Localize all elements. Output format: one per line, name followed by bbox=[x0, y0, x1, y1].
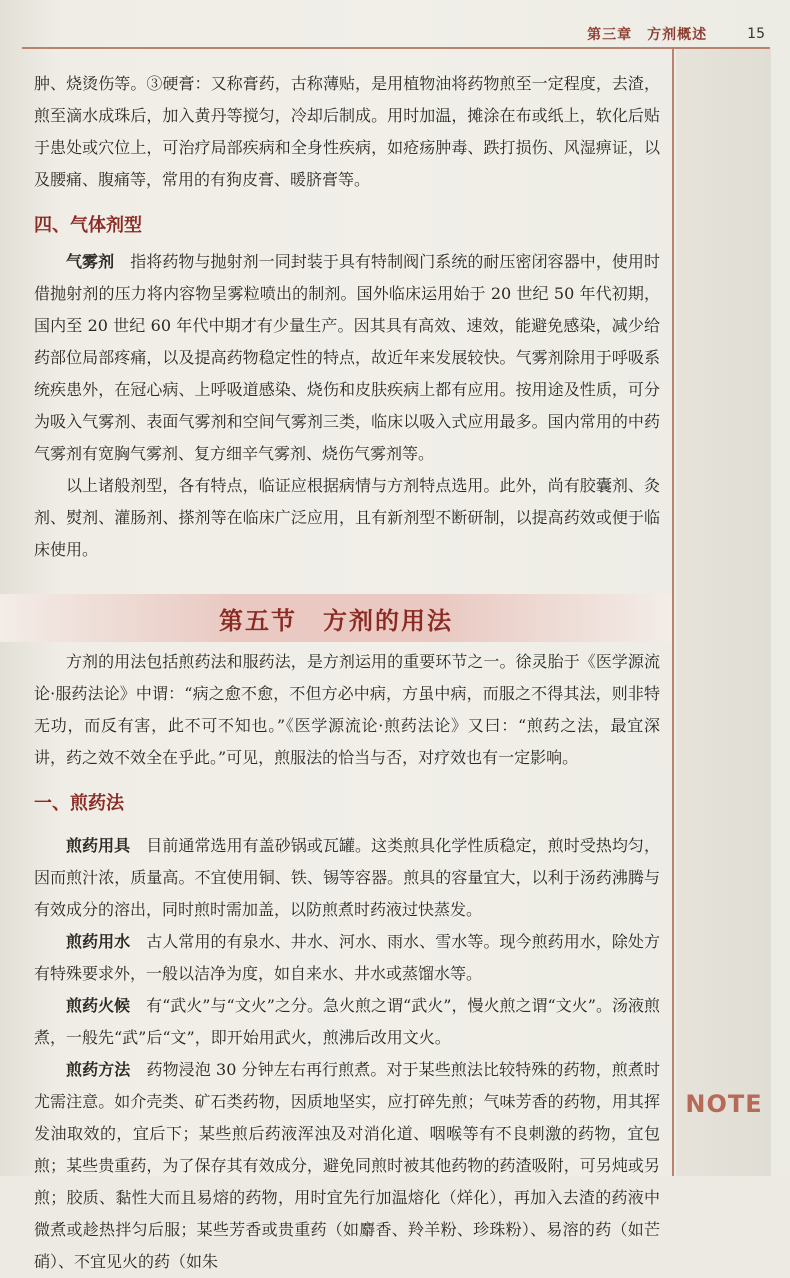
section-title: 第五节 方剂的用法 bbox=[219, 606, 453, 635]
chapter-title: 第三章 方剂概述 bbox=[587, 27, 708, 43]
header-rule bbox=[22, 47, 770, 49]
paragraph-fire bbox=[34, 990, 660, 1054]
running-header bbox=[0, 26, 790, 42]
paragraph-vessel bbox=[34, 830, 660, 926]
term-water: 煎药用水 bbox=[66, 932, 131, 951]
method-text: 药物浸泡 30 分钟左右再行煎煮。对于某些煎法比较特殊的药物，煎煮时尤需注意。如介壳类、矿石类药物，因质地坚实，应打碎先煎；气味芳香的药物，用其挥发油取效的，宜后下；某些煎后药液浑浊及对消化道、咽喉等有不良刺激的药物，宜包煎；某些贵重药，为了保存其有效成分，避免同煎时被其他药物的药渣吸附，可另炖或另煎；胶质、黏性大而且易熔的药物，用时宜先行加温熔化（烊化），再加入去渣的药液中微煮或趁热拌匀后服；某些芳香或贵重药（如麝香、羚羊粉、珍珠粉）、易溶的药（如芒硝）、不宜见火的药（如朱 bbox=[34, 1060, 660, 1271]
note-tab: NOTE bbox=[685, 1090, 763, 1118]
heading-decoction: 一、煎药法 bbox=[34, 793, 124, 814]
main-text bbox=[34, 68, 660, 1278]
paragraph-method bbox=[34, 1054, 660, 1278]
aerosol-text: 指将药物与抛射剂一同封装于具有特制阀门系统的耐压密闭容器中，使用时借抛射剂的压力将内容物呈雾粒喷出的制剂。国外临床运用始于 20 世纪 50 年代初期，国内至 20 世纪 60 年代中期才有少量生产。因其具有高效、速效，能避免感染，减少给药部位局部疼痛，以及提高药物稳定性的特点，故近年来发展较快。气雾剂除用于呼吸系统疾患外，在冠心病、上呼吸道感染、烧伤和皮肤疾病上都有应用。按用途及性质，可分为吸入气雾剂、表面气雾剂和空间气雾剂三类，临床以吸入式应用最多。国内常用的中药气雾剂有宽胸气雾剂、复方细辛气雾剂、烧伤气雾剂等。 bbox=[34, 252, 660, 463]
page-number: 15 bbox=[747, 26, 765, 42]
paragraph-summary: 以上诸般剂型，各有特点，临证应根据病情与方剂特点选用。此外，尚有胶囊剂、灸剂、熨剂、灌肠剂、搽剂等在临床广泛应用，且有新剂型不断研制，以提高药效或便于临床使用。 bbox=[34, 476, 660, 559]
term-aerosol: 气雾剂 bbox=[66, 252, 115, 271]
heading-gas-dosage: 四、气体剂型 bbox=[34, 215, 142, 236]
paragraph-ointment: 肿、烧烫伤等。③硬膏：又称膏药，古称薄贴，是用植物油将药物煎至一定程度，去渣，煎至滴水成珠后，加入黄丹等搅匀，冷却后制成。用时加温，摊涂在布或纸上，软化后贴于患处或穴位上，可治疗局部疾病和全身性疾病，如疮疡肿毒、跌打损伤、风湿痹证，以及腰痛、腹痛等，常用的有狗皮膏、暖脐膏等。 bbox=[34, 74, 660, 189]
paragraph-aerosol bbox=[34, 246, 660, 470]
term-fire: 煎药火候 bbox=[66, 996, 131, 1015]
vessel-text: 目前通常选用有盖砂锅或瓦罐。这类煎具化学性质稳定，煎时受热均匀，因而煎汁浓，质量高。不宜使用铜、铁、锡等容器。煎具的容量宜大，以利于汤药沸腾与有效成分的溶出，同时煎时需加盖，以防煎煮时药液过快蒸发。 bbox=[34, 836, 660, 919]
paragraph-water bbox=[34, 926, 660, 990]
margin-rule bbox=[672, 49, 674, 1176]
paragraph-usage: 方剂的用法包括煎药法和服药法，是方剂运用的重要环节之一。徐灵胎于《医学源流论·服药法论》中谓：“病之愈不愈，不但方必中病，方虽中病，而服之不得其法，则非特无功，而反有害，此不可不知也。”《医学源流论·煎药法论》又曰：“煎药之法，最宜深讲，药之效不效全在乎此。”可见，煎服法的恰当与否，对疗效也有一定影响。 bbox=[34, 652, 660, 767]
term-vessel: 煎药用具 bbox=[66, 836, 131, 855]
margin-band bbox=[676, 49, 771, 1176]
fire-text: 有“武火”与“文火”之分。急火煎之谓“武火”，慢火煎之谓“文火”。汤液煎煮，一般先“武”后“文”，即开始用武火，煎沸后改用文火。 bbox=[34, 996, 660, 1047]
section-banner bbox=[0, 594, 672, 642]
term-method: 煎药方法 bbox=[66, 1060, 131, 1079]
water-text: 古人常用的有泉水、井水、河水、雨水、雪水等。现今煎药用水，除处方有特殊要求外，一般以洁净为度，如自来水、井水或蒸馏水等。 bbox=[34, 932, 660, 983]
